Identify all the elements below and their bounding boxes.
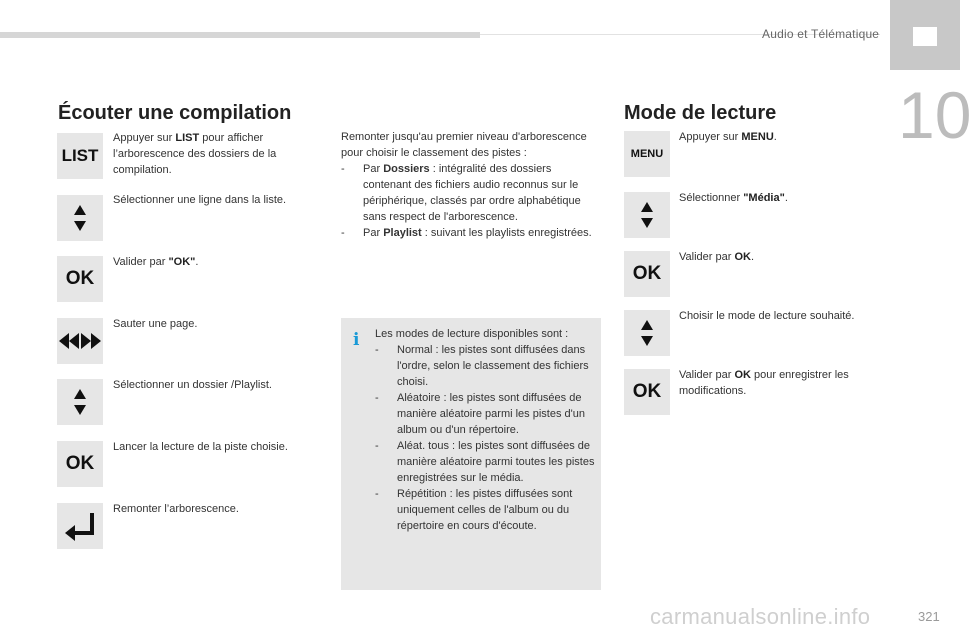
watermark: carmanualsonline.info: [650, 604, 871, 629]
info-text: [375, 326, 597, 534]
middle-item-playlist: - Par Playlist : suivant les playlists enregistrées.: [341, 227, 592, 239]
up-down-arrows-icon: [57, 379, 103, 425]
top-rule: [0, 32, 480, 38]
left-step-7: Remonter l’arborescence.: [113, 503, 239, 515]
up-down-arrows-icon: [624, 310, 670, 356]
page-number: 321: [918, 609, 940, 624]
tab-square-icon: [913, 27, 937, 46]
left-step-5: Sélectionner un dossier /Playlist.: [113, 379, 272, 391]
return-arrow-icon: [57, 503, 103, 549]
left-section-title: Écouter une compilation: [58, 102, 292, 124]
info-item: - Aléatoire : les pistes sont diffusées de manière aléatoire parmi les pistes d'un album ou d'un répertoire.: [375, 392, 585, 436]
left-step-2: Sélectionner une ligne dans la liste.: [113, 194, 287, 206]
middle-text: [341, 129, 601, 241]
ok-button-icon: OK: [624, 369, 670, 415]
info-item: - Aléat. tous : les pistes sont diffusées de manière aléatoire parmi toutes les pistes enregistrées sur le média.: [375, 440, 595, 484]
right-step-5: Valider par OK pour enregistrer les modifications.: [679, 369, 849, 397]
right-step-2: Sélectionner "Média".: [679, 192, 788, 204]
info-box: [341, 318, 601, 590]
right-step-4: Choisir le mode de lecture souhaité.: [679, 310, 855, 322]
menu-button-icon: MENU: [624, 131, 670, 177]
middle-intro: Remonter jusqu'au premier niveau d'arborescence pour choisir le classement des pistes :: [341, 131, 587, 159]
skip-page-arrows-icon: [57, 318, 103, 364]
ok-button-icon: OK: [57, 256, 103, 302]
section-label: Audio et Télématique: [762, 27, 880, 41]
right-step-3: Valider par OK.: [679, 251, 754, 263]
ok-button-icon: OK: [57, 441, 103, 487]
middle-item-dossiers: - Par Dossiers : intégralité des dossiers contenant des fichiers audio reconnus sur le périphérique, classés par ordre alphabétique sans respect de l'arborescence.: [341, 163, 581, 223]
up-down-arrows-icon: [624, 192, 670, 238]
list-button-icon: LIST: [57, 133, 103, 179]
right-step-1: Appuyer sur MENU.: [679, 131, 777, 143]
right-section-title: Mode de lecture: [624, 102, 777, 124]
info-intro: Les modes de lecture disponibles sont :: [375, 328, 569, 340]
chapter-tab: [890, 0, 960, 70]
left-step-4: Sauter une page.: [113, 318, 198, 330]
info-item: - Normal : les pistes sont diffusées dans l'ordre, selon le classement des fichiers choisi.: [375, 344, 589, 388]
chapter-number: 10: [898, 78, 971, 152]
up-down-arrows-icon: [57, 195, 103, 241]
left-step-6: Lancer la lecture de la piste choisie.: [113, 441, 288, 453]
left-step-3: Valider par "OK".: [113, 256, 199, 268]
info-icon: i: [353, 330, 360, 350]
left-step-1: Appuyer sur LIST pour afficher l’arborescence des dossiers de la compilation.: [113, 132, 277, 176]
info-item: - Répétition : les pistes diffusées sont uniquement celles de l'album ou du répertoire en cours d'écoute.: [375, 488, 573, 532]
ok-button-icon: OK: [624, 251, 670, 297]
